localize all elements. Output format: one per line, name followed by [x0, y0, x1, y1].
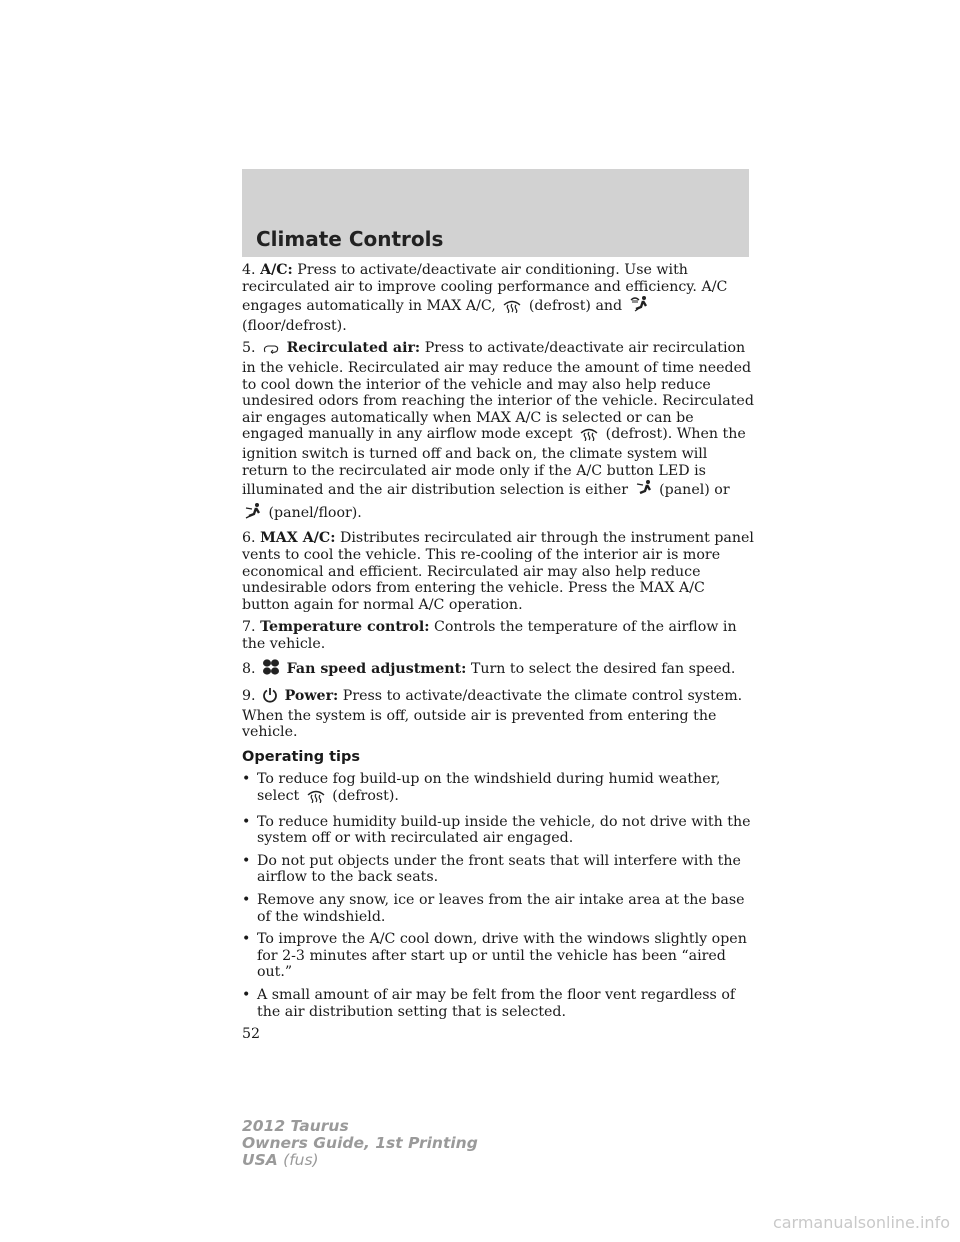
list-item-text: To improve the A/C cool down, drive with the windows slightly open for 2-3 minutes after start up or until the vehicle has been “aired out.” [257, 931, 747, 981]
bullet-dot: • [242, 771, 251, 788]
recirculation-icon [262, 343, 280, 360]
list-item [242, 814, 754, 847]
item-8 [242, 658, 754, 681]
footer-line: 2012 Taurus [242, 1117, 349, 1135]
item-4 [242, 262, 754, 334]
item-number: 9. [242, 688, 256, 705]
panel-icon [635, 479, 653, 502]
list-item-text: To reduce humidity build-up inside the vehicle, do not drive with the system off or with recirculated air engaged. [257, 813, 751, 847]
panel-floor-icon [244, 502, 262, 525]
bullet-dot: • [242, 813, 251, 830]
footer-line [242, 1152, 478, 1169]
print-footer [242, 1118, 478, 1169]
item-text: Turn to select the desired fan speed. [470, 661, 736, 678]
list-item-text: (defrost). [332, 788, 399, 805]
footer-region: USA [242, 1151, 278, 1169]
bullet-dot: • [242, 986, 251, 1003]
footer-code: (fus) [283, 1151, 319, 1169]
list-item-text: Remove any snow, ice or leaves from the air intake area at the base of the windshield. [257, 892, 745, 925]
item-label: Power: [284, 688, 339, 705]
item-number: 6. [242, 530, 256, 547]
item-text: Press to activate/deactivate the climate control system. [342, 688, 743, 705]
power-icon [262, 687, 278, 708]
item-text: (defrost). When the ignition switch is turned off and back on, the climate system will return to the recirculated air mode only if the A/C button LED is illuminated and the air distribution selection is either [242, 426, 746, 499]
item-text: (floor/defrost). [242, 317, 347, 334]
item-number: 5. [242, 340, 256, 357]
item-label: Fan speed adjustment: [286, 661, 467, 678]
item-text: (panel) or [659, 482, 730, 499]
list-item [242, 892, 754, 925]
list-item-text: To reduce fog build-up on the windshield during humid weather, select [257, 771, 721, 805]
item-9 [242, 687, 754, 741]
bullet-dot: • [242, 892, 251, 908]
item-text: Distributes recirculated air through the instrument panel vents to cool the vehicle. This re-cooling of the interior air is more economical and efficient. Recirculated air may also help reduce undesirable odors from entering the vehicle. Press the MAX A/C button again for normal A/C operation. [242, 530, 754, 613]
item-text: Press to activate/deactivate air recirculation in the vehicle. Recirculated air may reduce the amount of time needed to cool down the interior of the vehicle and may also help reduce undesired odors from reaching the interior of the vehicle. Recirculated air engages automatically when MAX A/C is selected or can be engaged manually in any airflow mode except [242, 340, 754, 443]
section-header [242, 169, 749, 257]
page-number: 52 [242, 1026, 261, 1043]
item-5 [242, 340, 754, 524]
manual-body [242, 262, 754, 1043]
item-number: 8. [242, 661, 256, 678]
defrost-icon [579, 427, 599, 446]
item-label: Temperature control: [260, 619, 430, 636]
list-item-text: Do not put objects under the front seats that will interfere with the airflow to the back seats. [257, 852, 741, 886]
item-text: When the system is off, outside air is prevented from entering the vehicle. [242, 707, 717, 741]
item-number: 7. [242, 619, 256, 636]
item-7 [242, 619, 754, 652]
item-text: (panel/floor). [268, 504, 362, 521]
item-6 [242, 530, 754, 613]
footer-line: Owners Guide, 1st Printing [242, 1134, 478, 1152]
bullet-dot: • [242, 931, 251, 948]
bullet-dot: • [242, 852, 251, 869]
watermark: carmanualsonline.info [772, 1213, 950, 1232]
item-text: Press to activate/deactivate air conditioning. Use with recirculated air to improve cooling performance and efficiency. A/C engages automatically in MAX A/C, [242, 262, 728, 315]
list-item [242, 931, 754, 981]
list-item [242, 987, 754, 1020]
defrost-icon [306, 789, 326, 808]
defrost-icon [502, 299, 522, 318]
floor-defrost-icon [629, 295, 649, 318]
list-item-text: A small amount of air may be felt from the floor vent regardless of the air distribution setting that is selected. [257, 986, 736, 1020]
item-label: A/C: [260, 262, 293, 278]
list-item [242, 771, 754, 807]
fan-icon [262, 658, 280, 681]
item-label: MAX A/C: [260, 530, 336, 547]
item-text: (defrost) and [528, 298, 623, 315]
list-item [242, 853, 754, 886]
item-label: Recirculated air: [286, 340, 421, 357]
item-number: 4. [242, 262, 256, 278]
operating-tips-heading: Operating tips [242, 748, 361, 765]
section-title: Climate Controls [256, 227, 444, 251]
item-text: Controls the temperature of the airflow in the vehicle. [242, 619, 737, 652]
